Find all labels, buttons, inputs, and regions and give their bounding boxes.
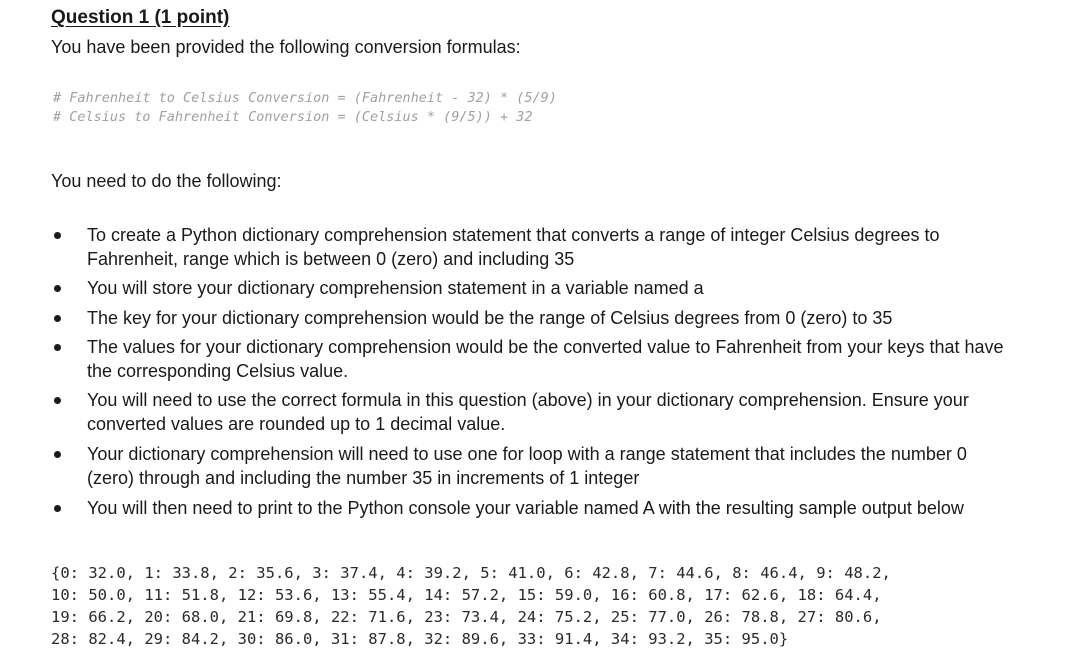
tasks-intro: You need to do the following: (51, 171, 282, 191)
list-item-text: You will store your dictionary comprehension statement in a variable named a (87, 278, 704, 298)
list-item-text: You will then need to print to the Python console your variable named A with the resulting sample output below (87, 498, 964, 518)
bullet-dot-icon (54, 451, 61, 458)
list-item-text: To create a Python dictionary comprehension statement that converts a range of integer Celsius degrees to Fahrenheit, range which is between 0 (zero) and including 35 (87, 225, 940, 269)
list-item (87, 223, 1007, 271)
list-item (87, 335, 1007, 383)
list-item (87, 388, 1007, 436)
formulas-intro: You have been provided the following conversion formulas: (51, 37, 521, 57)
bullet-dot-icon (54, 397, 61, 404)
output-line: {0: 32.0, 1: 33.8, 2: 35.6, 3: 37.4, 4: 39.2, 5: 41.0, 6: 42.8, 7: 44.6, 8: 46.4, 9: 48.2, (51, 564, 891, 582)
list-item (87, 306, 1007, 330)
code-comment-celsius-to-fahrenheit: # Celsius to Fahrenheit Conversion = (Celsius * (9/5)) + 32 (53, 109, 533, 125)
bullet-dot-icon (54, 344, 61, 351)
question-heading: Question 1 (1 point) (51, 7, 230, 28)
output-line: 10: 50.0, 11: 51.8, 12: 53.6, 13: 55.4, 14: 57.2, 15: 59.0, 16: 60.8, 17: 62.6, 18: 64.4, (51, 586, 882, 604)
bullet-dot-icon (54, 315, 61, 322)
code-comment-fahrenheit-to-celsius: # Fahrenheit to Celsius Conversion = (Fahrenheit - 32) * (5/9) (53, 90, 557, 106)
bullet-dot-icon (54, 232, 61, 239)
list-item-text: You will need to use the correct formula in this question (above) in your dictionary comprehension. Ensure your converted values are rounded up to 1 decimal value. (87, 390, 969, 434)
bullet-dot-icon (54, 505, 61, 512)
list-item (87, 442, 1007, 490)
list-item (87, 496, 1007, 520)
list-item (87, 276, 1007, 300)
list-item-text: The values for your dictionary comprehension would be the converted value to Fahrenheit from your keys that have the corresponding Celsius value. (87, 337, 1004, 381)
sample-output (51, 562, 891, 650)
output-line: 28: 82.4, 29: 84.2, 30: 86.0, 31: 87.8, 32: 89.6, 33: 91.4, 34: 93.2, 35: 95.0} (51, 630, 789, 648)
list-item-text: The key for your dictionary comprehension would be the range of Celsius degrees from 0 (zero) to 35 (87, 308, 893, 328)
list-item-text: Your dictionary comprehension will need to use one for loop with a range statement that includes the number 0 (zero) through and including the number 35 in increments of 1 integer (87, 444, 967, 488)
output-line: 19: 66.2, 20: 68.0, 21: 69.8, 22: 71.6, 23: 73.4, 24: 75.2, 25: 77.0, 26: 78.8, 27: 80.6, (51, 608, 882, 626)
bullet-dot-icon (54, 285, 61, 292)
